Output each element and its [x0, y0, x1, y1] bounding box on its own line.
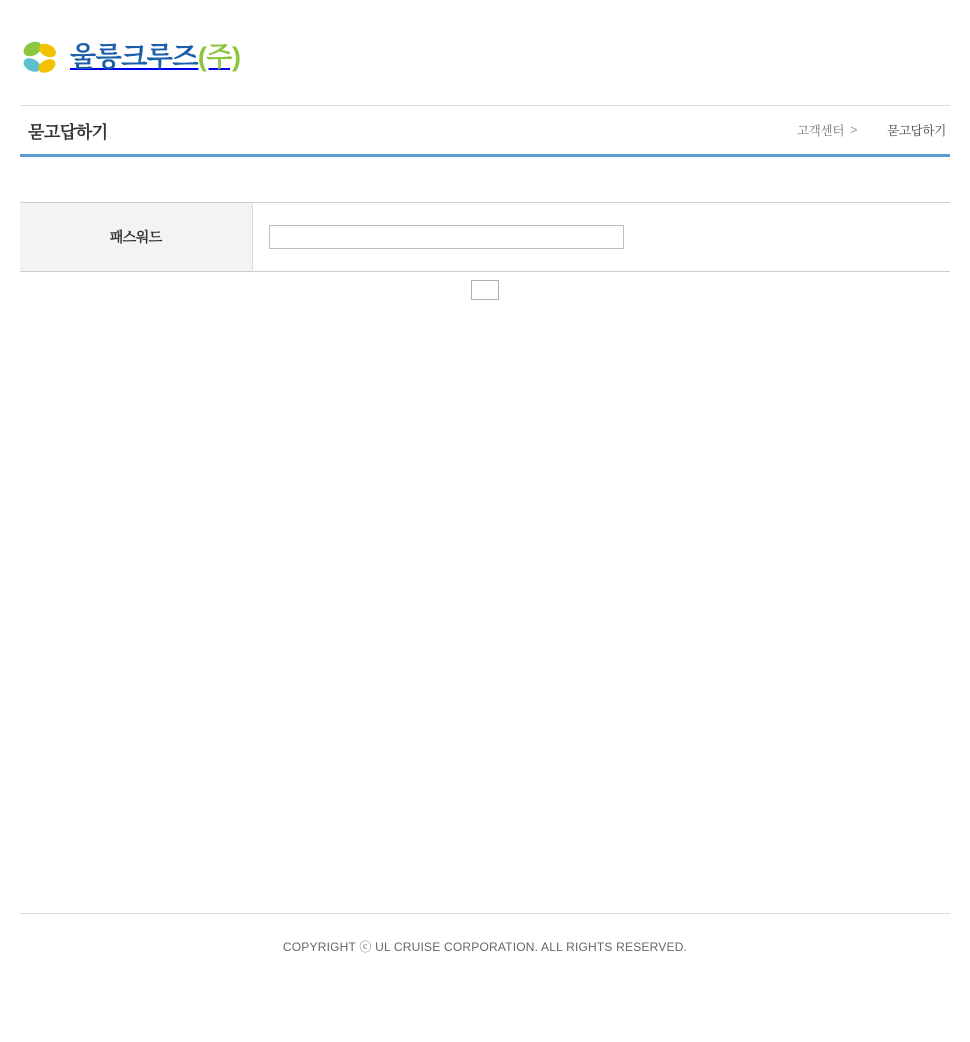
site-logo-text [70, 44, 241, 71]
logo-text-suffix: (주) [197, 42, 241, 72]
breadcrumb-parent[interactable]: 고객센터 [797, 124, 845, 138]
copyright-text: COPYRIGHT ⓒ UL CRUISE CORPORATION. ALL RIGHTS RESERVED. [282, 940, 688, 954]
password-form-section [20, 157, 950, 300]
form-actions [20, 272, 950, 300]
submit-button[interactable] [471, 280, 499, 300]
password-field-cell [252, 203, 950, 272]
pinwheel-flower-icon [20, 38, 60, 78]
breadcrumb-current: 묻고답하기 [887, 124, 946, 138]
site-header [0, 0, 970, 105]
password-label: 패스워드 [20, 203, 252, 272]
breadcrumb [797, 121, 950, 139]
page-titlebar [20, 105, 950, 157]
logo-text-main: 울릉크루즈 [70, 42, 198, 72]
table-row [20, 203, 950, 272]
page-title: 묻고답하기 [28, 122, 108, 142]
site-footer [20, 913, 950, 955]
site-logo-link[interactable] [20, 38, 241, 78]
breadcrumb-separator-icon: > [850, 123, 858, 137]
password-form-table [20, 202, 950, 272]
password-input[interactable] [269, 225, 624, 249]
